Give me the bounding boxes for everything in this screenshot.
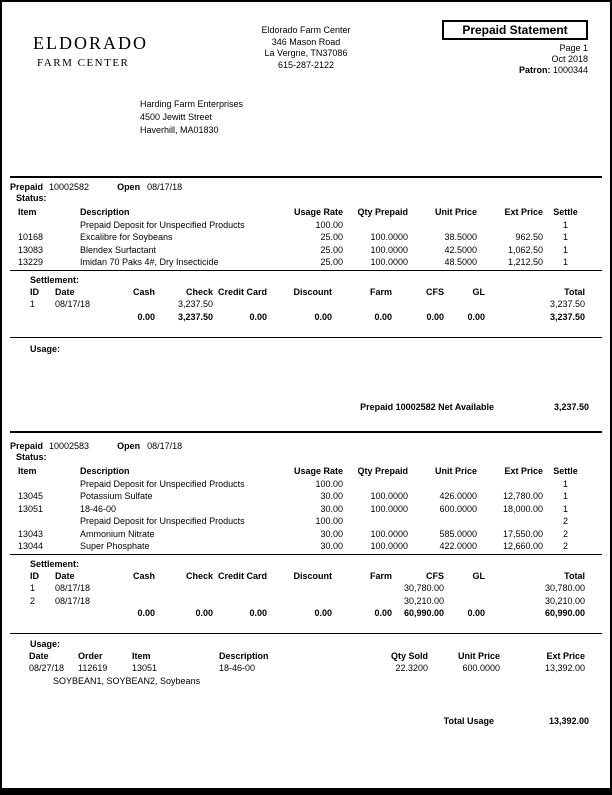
settlement-totals-row: [10, 311, 598, 324]
item-cell-qty-prepaid: 100.0000: [370, 244, 408, 255]
items-col-item: Item: [18, 466, 37, 476]
settlement-cell-cash: [120, 595, 155, 608]
usage-cell-description: 18-46-00: [219, 663, 256, 673]
settlement-total-total: 3,237.50: [549, 311, 585, 322]
settlement-col-farm: Farm: [369, 286, 392, 297]
item-cell-description: Super Phosphate: [80, 541, 150, 551]
settlement-cell-check: 3,237.50: [177, 299, 213, 309]
item-cell-unit-price: [408, 219, 477, 232]
settlement-cell-check: [155, 582, 213, 595]
settlement-row: [10, 595, 598, 608]
settlement-cell-date: 08/17/18: [55, 299, 91, 309]
settlement-col-total: Total: [564, 286, 585, 297]
item-row: [10, 256, 598, 269]
item-cell-unit-price: 42.5000: [444, 244, 477, 255]
settlement-cell-cash: [120, 582, 155, 595]
item-cell-usage-rate: 100.00: [315, 478, 343, 489]
status-label: Status:: [16, 193, 47, 203]
settlement-total-check: 3,237.50: [177, 311, 213, 322]
item-row: [10, 219, 598, 232]
item-cell-item: 13051: [18, 503, 44, 514]
usage-lot-row: [10, 675, 598, 688]
page-meta: [519, 43, 588, 76]
item-cell-settle: 1: [562, 478, 568, 489]
item-cell-settle: 1: [562, 232, 568, 242]
usage-cell-item: 13051: [132, 663, 158, 673]
settlement-total-discount: 0.00: [314, 608, 332, 618]
page-number: Page 1: [559, 43, 588, 53]
settlement-col-credit-card: Credit Card: [217, 570, 267, 581]
usage-col-order: Order: [78, 650, 103, 661]
item-cell-description: Prepaid Deposit for Unspecified Products: [80, 516, 245, 526]
company-phone: 615-287-2122: [277, 59, 335, 70]
settlement-header-row: [10, 570, 598, 583]
item-cell-description: Imidan 70 Paks 4#, Dry Insecticide: [80, 257, 219, 267]
item-cell-item: 10168: [18, 232, 44, 242]
item-cell-unit-price: 48.5000: [444, 257, 477, 267]
item-cell-qty-prepaid: 100.0000: [370, 491, 408, 501]
item-cell-ext-price: 12,660.00: [502, 541, 543, 551]
settlement-cell-discount: [267, 298, 332, 311]
settlement-cell-farm: [332, 595, 392, 608]
patron-number: 1000344: [552, 65, 588, 75]
item-cell-usage-rate: 30.00: [320, 491, 343, 501]
item-cell-item: 13045: [18, 491, 44, 501]
usage-table: [10, 650, 598, 688]
settlement-cell-credit-card: [213, 595, 267, 608]
settlement-total-farm: 0.00: [374, 311, 392, 322]
items-col-ext-price: Ext Price: [504, 466, 543, 476]
settlement-cell-id: 1: [30, 583, 36, 593]
settlement-cell-total: 3,237.50: [549, 299, 585, 309]
table-divider: [10, 633, 602, 634]
item-cell-unit-price: 422.0000: [439, 541, 477, 551]
item-cell-description: Potassium Sulfate: [80, 491, 153, 501]
settlement-cell-date: 08/17/18: [55, 583, 91, 593]
prepaid-section-2: [10, 441, 602, 727]
item-cell-ext-price: 1,212.50: [507, 257, 543, 267]
settlement-col-gl: GL: [472, 570, 485, 581]
usage-cell-date: 08/27/18: [29, 663, 65, 673]
total-usage-line: [10, 715, 602, 727]
settlement-total-check: 0.00: [195, 608, 213, 618]
document-title: Prepaid Statement: [462, 23, 568, 37]
item-cell-usage-rate: 30.00: [320, 503, 343, 514]
settlement-header-row: [10, 286, 598, 299]
usage-cell-qty-sold: 22.3200: [395, 663, 428, 673]
item-cell-qty-prepaid: [343, 219, 408, 232]
settlement-cell-id: 2: [30, 595, 36, 606]
settlement-total-cfs: 0.00: [426, 311, 444, 322]
item-cell-settle: 2: [562, 541, 568, 551]
item-cell-unit-price: [408, 478, 477, 491]
customer-city: Haverhill, MA01830: [140, 125, 219, 135]
settlement-col-id: ID: [30, 570, 39, 581]
settlement-cell-cfs: [392, 298, 444, 311]
item-cell-settle: 2: [562, 516, 568, 526]
settlement-total-cfs: 60,990.00: [403, 608, 444, 618]
items-col-usage-rate: Usage Rate: [293, 466, 343, 476]
items-table: [10, 206, 598, 269]
settlement-cell-discount: [267, 595, 332, 608]
items-col-unit-price: Unit Price: [434, 466, 477, 476]
customer-address-block: [140, 98, 602, 137]
items-col-settle: Settle: [553, 466, 578, 476]
settlement-total-credit-card: 0.00: [249, 608, 267, 618]
logo-line-2: FARM CENTER: [37, 57, 130, 69]
item-cell-ext-price: [477, 515, 543, 528]
items-col-settle: Settle: [553, 207, 578, 217]
settlement-cell-total: 30,210.00: [544, 595, 585, 606]
settlement-col-id: ID: [30, 286, 39, 297]
item-cell-item: 13229: [18, 257, 44, 267]
settlement-cell-credit-card: [213, 298, 267, 311]
settlement-cell-cfs: 30,780.00: [403, 583, 444, 593]
usage-col-ext-price: Ext Price: [546, 650, 585, 661]
table-divider: [10, 337, 602, 338]
settlement-table: [10, 570, 598, 620]
usage-cell-unit-price: 600.0000: [462, 663, 500, 673]
usage-cell-order: 112619: [78, 663, 108, 673]
total-usage-label: Total Usage: [443, 716, 494, 726]
settlement-col-cash: Cash: [132, 286, 155, 297]
settlement-col-credit-card: Credit Card: [217, 286, 267, 297]
settlement-cell-discount: [267, 582, 332, 595]
item-cell-item: [10, 219, 80, 232]
prepaid-label: Prepaid: [10, 182, 44, 192]
settlement-cell-check: [155, 595, 213, 608]
open-label: Open: [117, 441, 141, 451]
settlement-col-cfs: CFS: [426, 570, 444, 581]
usage-label: Usage:: [30, 638, 61, 649]
settlement-col-check: Check: [185, 570, 213, 581]
settlement-col-date: Date: [55, 570, 75, 581]
settlement-cell-credit-card: [213, 582, 267, 595]
settlement-cell-cfs: 30,210.00: [403, 595, 444, 606]
settlement-row: [10, 298, 598, 311]
settlement-total-credit-card: 0.00: [249, 311, 267, 322]
item-cell-ext-price: 18,000.00: [502, 503, 543, 514]
table-divider: [10, 554, 602, 555]
prepaid-number: 10002582: [49, 182, 90, 192]
settlement-cell-farm: [332, 298, 392, 311]
item-cell-item: 13043: [18, 528, 44, 539]
item-cell-description: Excalibre for Soybeans: [80, 232, 173, 242]
item-cell-settle: 1: [562, 257, 568, 267]
settlement-cell-gl: [444, 582, 485, 595]
open-date: 08/17/18: [147, 441, 183, 451]
document-title-box: [442, 20, 588, 40]
table-divider: [10, 270, 602, 271]
item-cell-description: Blendex Surfactant: [80, 244, 157, 255]
item-cell-ext-price: [477, 219, 543, 232]
usage-cell-ext-price: 13,392.00: [544, 663, 585, 673]
item-cell-usage-rate: 100.00: [315, 219, 343, 230]
item-row: [10, 478, 598, 491]
settlement-cell-cash: [120, 298, 155, 311]
item-cell-usage-rate: 25.00: [320, 257, 343, 267]
settlement-total-farm: 0.00: [374, 608, 392, 618]
item-cell-unit-price: 585.0000: [439, 528, 477, 539]
settlement-cell-gl: [444, 298, 485, 311]
settlement-label: Settlement:: [30, 558, 80, 569]
net-available-label: Prepaid 10002582 Net Available: [360, 402, 494, 412]
items-col-description: Description: [80, 207, 130, 217]
item-cell-usage-rate: 25.00: [320, 244, 343, 255]
patron-line: [519, 65, 588, 76]
item-cell-item: [10, 515, 80, 528]
settlement-col-discount: Discount: [293, 286, 332, 297]
item-cell-description: Prepaid Deposit for Unspecified Products: [80, 219, 245, 230]
item-cell-settle: 1: [562, 503, 568, 514]
item-cell-unit-price: [408, 515, 477, 528]
settlement-col-discount: Discount: [293, 570, 332, 581]
item-cell-usage-rate: 30.00: [320, 541, 343, 551]
item-cell-unit-price: 38.5000: [444, 232, 477, 242]
item-cell-unit-price: 426.0000: [439, 491, 477, 501]
prepaid-header: [10, 182, 602, 193]
open-label: Open: [117, 182, 141, 192]
item-cell-qty-prepaid: 100.0000: [370, 503, 408, 514]
item-cell-settle: 1: [562, 219, 568, 230]
item-row: [10, 503, 598, 516]
usage-col-date: Date: [29, 650, 49, 661]
prepaid-label: Prepaid: [10, 441, 44, 451]
customer-street: 4500 Jewitt Street: [140, 112, 213, 122]
company-city: La Vergne, TN37086: [264, 48, 348, 58]
usage-col-unit-price: Unit Price: [457, 650, 500, 661]
item-cell-item: 13083: [18, 244, 44, 255]
usage-cell-lot: SOYBEAN1, SOYBEAN2, Soybeans: [53, 675, 201, 686]
settlement-col-cfs: CFS: [426, 286, 444, 297]
settlement-total-total: 60,990.00: [544, 608, 585, 618]
item-cell-qty-prepaid: 100.0000: [370, 232, 408, 242]
prepaid-header: [10, 441, 602, 452]
usage-label: Usage:: [30, 344, 61, 354]
item-cell-usage-rate: 25.00: [320, 232, 343, 242]
items-header-row: [10, 206, 598, 219]
net-available-line: [10, 401, 602, 413]
item-cell-ext-price: 962.50: [515, 232, 543, 242]
item-cell-qty-prepaid: [343, 515, 408, 528]
items-col-item: Item: [18, 207, 37, 217]
settlement-cell-gl: [444, 595, 485, 608]
usage-col-qty-sold: Qty Sold: [390, 650, 428, 661]
statement-period: Oct 2018: [551, 54, 588, 64]
settlement-total-discount: 0.00: [314, 311, 332, 322]
usage-row: [10, 662, 598, 675]
settlement-total-cash: 0.00: [137, 608, 155, 618]
item-row: [10, 528, 598, 541]
items-table: [10, 465, 598, 553]
settlement-total-gl: 0.00: [467, 311, 485, 322]
prepaid-number: 10002583: [49, 441, 90, 451]
settlement-col-date: Date: [55, 286, 75, 297]
report-header: [2, 2, 610, 90]
status-label: Status:: [16, 452, 47, 462]
item-cell-settle: 2: [562, 528, 568, 539]
settlement-cell-farm: [332, 582, 392, 595]
total-usage-value: 13,392.00: [548, 716, 589, 726]
settlement-table: [10, 286, 598, 324]
item-cell-ext-price: 12,780.00: [502, 491, 543, 501]
settlement-total-cash: 0.00: [137, 311, 155, 322]
item-cell-description: Ammonium Nitrate: [80, 528, 155, 539]
settlement-cell-id: 1: [30, 299, 36, 309]
section-divider: [10, 431, 602, 433]
item-cell-settle: 1: [562, 244, 568, 255]
items-header-row: [10, 465, 598, 478]
open-date: 08/17/18: [147, 182, 183, 192]
items-col-usage-rate: Usage Rate: [293, 207, 343, 217]
prepaid-section-1: [10, 182, 602, 413]
item-cell-settle: 1: [562, 491, 568, 501]
item-row: [10, 231, 598, 244]
settlement-label: Settlement:: [30, 274, 80, 285]
item-cell-qty-prepaid: 100.0000: [370, 541, 408, 551]
company-name: Eldorado Farm Center: [261, 25, 351, 35]
settlement-col-check: Check: [185, 286, 213, 297]
items-col-qty-prepaid: Qty Prepaid: [357, 207, 408, 217]
item-cell-unit-price: 600.0000: [439, 503, 477, 514]
settlement-cell-date: 08/17/18: [55, 595, 91, 606]
item-cell-qty-prepaid: 100.0000: [370, 257, 408, 267]
item-cell-item: 13044: [18, 541, 44, 551]
settlement-cell-total: 30,780.00: [544, 583, 585, 593]
item-cell-ext-price: 1,062.50: [507, 244, 543, 255]
item-cell-description: Prepaid Deposit for Unspecified Products: [80, 478, 245, 489]
item-cell-item: [10, 478, 80, 491]
item-cell-qty-prepaid: [343, 478, 408, 491]
logo-line-1: ELDORADO: [33, 33, 148, 53]
settlement-col-cash: Cash: [132, 570, 155, 581]
settlement-col-gl: GL: [472, 286, 485, 297]
patron-label: Patron:: [518, 65, 551, 75]
item-cell-usage-rate: 30.00: [320, 528, 343, 539]
settlement-total-gl: 0.00: [467, 608, 485, 618]
item-cell-ext-price: [477, 478, 543, 491]
item-row: [10, 515, 598, 528]
item-row: [10, 540, 598, 553]
usage-header-row: [10, 650, 598, 663]
item-cell-description: 18-46-00: [80, 503, 117, 514]
items-col-ext-price: Ext Price: [504, 207, 543, 217]
net-available-value: 3,237.50: [553, 402, 589, 412]
settlement-row: [10, 582, 598, 595]
item-row: [10, 490, 598, 503]
section-divider: [10, 176, 602, 178]
settlement-col-farm: Farm: [369, 570, 392, 581]
settlement-col-total: Total: [564, 570, 585, 581]
item-row: [10, 244, 598, 257]
settlement-totals-row: [10, 607, 598, 620]
item-cell-qty-prepaid: 100.0000: [370, 528, 408, 539]
item-cell-ext-price: 17,550.00: [502, 528, 543, 539]
customer-name: Harding Farm Enterprises: [140, 99, 244, 109]
usage-col-description: Description: [219, 650, 269, 661]
report-body: [10, 98, 602, 727]
item-cell-usage-rate: 100.00: [315, 516, 343, 526]
items-col-qty-prepaid: Qty Prepaid: [357, 466, 408, 476]
usage-col-item: Item: [132, 650, 151, 661]
company-street: 346 Mason Road: [271, 36, 341, 47]
items-col-description: Description: [80, 466, 130, 476]
items-col-unit-price: Unit Price: [434, 207, 477, 217]
